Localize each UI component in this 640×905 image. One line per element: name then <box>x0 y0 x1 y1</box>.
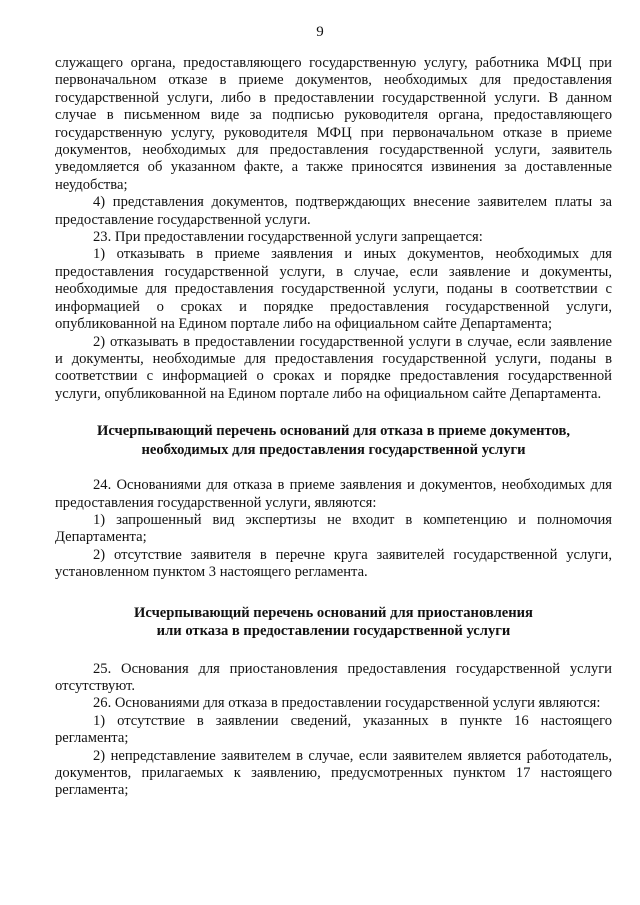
section-heading <box>55 604 612 641</box>
paragraph: 2) непредставление заявителем в случае, если заявителем является работодатель, документов, прилагаемых к заявлению, предусмотренных пунктом 17 настоящего регламента; <box>55 747 612 799</box>
paragraph: 2) отсутствие заявителя в перечне круга заявителей государственной услуги, установленном пунктом 3 настоящего регламента. <box>55 546 612 581</box>
paragraph: 1) отказывать в приеме заявления и иных документов, необходимых для предоставления государственной услуги, в случае, если заявление и документы, необходимые для предоставления государственной услуги, поданы в соответствии с информацией о сроках и порядке предоставления государственной услуги, опубликованной на Едином портале либо на официальном сайте Департамента; <box>55 246 612 333</box>
paragraph: 26. Основаниями для отказа в предоставлении государственной услуги являются: <box>93 695 601 712</box>
section-heading-line: Исчерпывающий перечень оснований для отказа в приеме документов, <box>97 423 570 440</box>
paragraph: 1) запрошенный вид экспертизы не входит в компетенцию и полномочия Департамента; <box>55 511 612 546</box>
section-heading-line: Исчерпывающий перечень оснований для приостановления <box>134 604 533 621</box>
section-heading <box>55 422 612 459</box>
paragraph: 23. При предоставлении государственной услуги запрещается: <box>93 229 483 246</box>
page-number: 9 <box>316 24 324 40</box>
paragraph: служащего органа, предоставляющего государственную услугу, работника МФЦ при первоначальном отказе в приеме документов, необходимых для предоставления государственной услуги, либо в предоставлении государственной услуги. В данном случае в письменном виде за подписью руководителя органа, предоставляющего государственную услугу, руководителя МФЦ при первоначальном отказе в приеме документов, необходимых для предоставления государственной услуги, заявитель уведомляется об указанном факте, а также приносятся извинения за доставленные неудобства; <box>55 55 612 193</box>
section-heading-line: или отказа в предоставлении государственной услуги <box>156 623 511 640</box>
paragraph: 4) представления документов, подтверждающих внесение заявителем платы за предоставление государственной услуги. <box>55 194 612 228</box>
paragraph: 1) отсутствие в заявлении сведений, указанных в пункте 16 настоящего регламента; <box>55 712 612 747</box>
paragraph: 24. Основаниями для отказа в приеме заявления и документов, необходимых для предоставления государственной услуги, являются: <box>55 477 612 511</box>
document-body <box>55 55 612 800</box>
paragraph: 25. Основания для приостановления предоставления государственной услуги отсутствуют. <box>55 660 612 694</box>
paragraph: 2) отказывать в предоставлении государственной услуги в случае, если заявление и документы, необходимые для предоставления государственной услуги, поданы в соответствии с информацией о сроках и порядке предоставления государственной услуги, опубликованной на Едином портале либо на официальном сайте Департамента. <box>55 333 612 402</box>
section-heading-line: необходимых для предоставления государственной услуги <box>141 441 526 458</box>
